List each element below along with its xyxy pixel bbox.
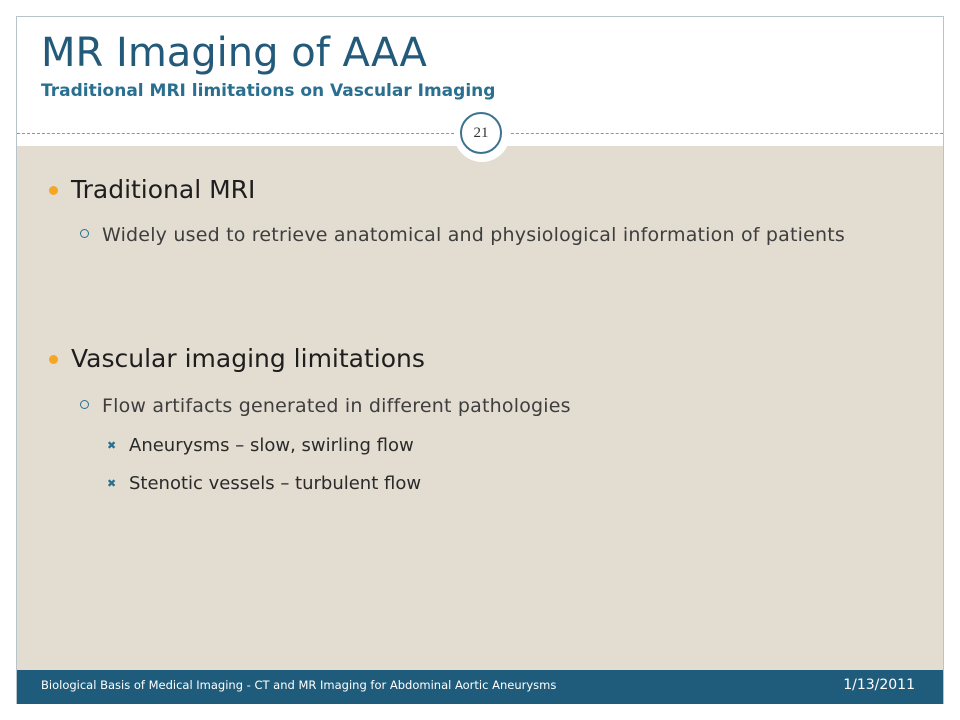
sub-sub-bullet-text: Aneurysms – slow, swirling flow bbox=[129, 435, 414, 456]
slide-title: MR Imaging of AAA bbox=[41, 30, 427, 76]
bullet-heading: Traditional MRI bbox=[71, 175, 256, 204]
sub-bullet-text: Widely used to retrieve anatomical and physiological information of patients bbox=[102, 224, 846, 246]
footer-text: Biological Basis of Medical Imaging - CT and MR Imaging for Abdominal Aortic Aneurysms bbox=[41, 678, 557, 692]
bullet-dot-icon bbox=[49, 355, 58, 364]
slide-subtitle: Traditional MRI limitations on Vascular Imaging bbox=[41, 81, 496, 101]
bullet-dot-icon bbox=[49, 186, 58, 195]
slide-number-badge bbox=[454, 106, 510, 162]
x-bullet-icon: ✖ bbox=[107, 477, 117, 490]
bullet-heading: Vascular imaging limitations bbox=[71, 344, 425, 373]
ring-bullet-icon bbox=[80, 400, 89, 409]
slide-number: 21 bbox=[460, 112, 502, 154]
footer-date: 1/13/2011 bbox=[843, 677, 915, 693]
sub-sub-bullet-text: Stenotic vessels – turbulent flow bbox=[129, 473, 422, 494]
sub-bullet-text: Flow artifacts generated in different pathologies bbox=[102, 395, 571, 417]
slide-footer bbox=[17, 670, 943, 704]
x-bullet-icon: ✖ bbox=[107, 439, 117, 452]
ring-bullet-icon bbox=[80, 229, 89, 238]
